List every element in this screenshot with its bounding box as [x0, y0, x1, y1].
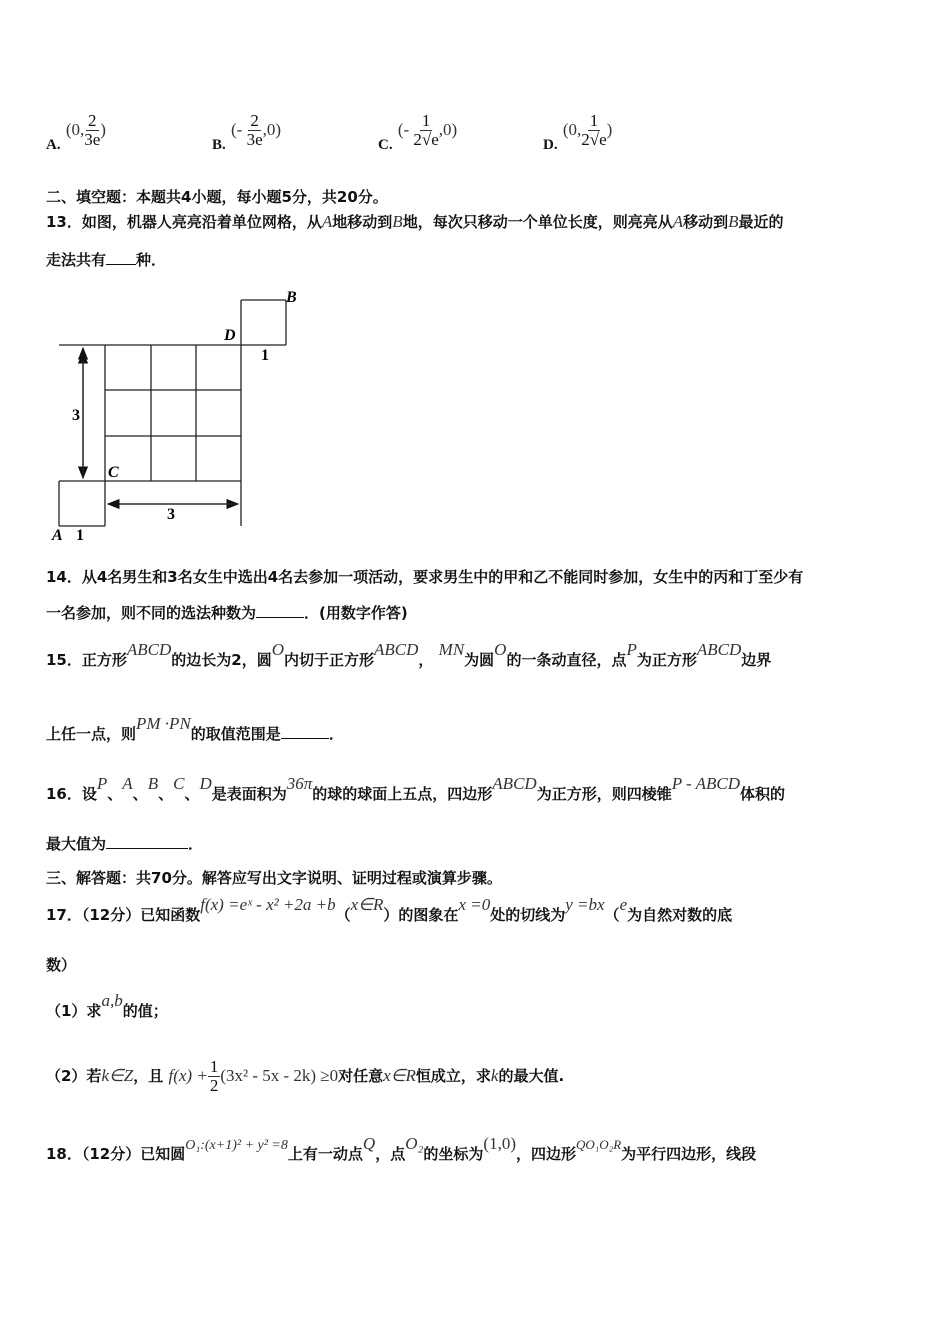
text: 17．（12分）已知函数 [46, 906, 201, 924]
math: O₂ [405, 1134, 424, 1153]
text: （2）若 [46, 1067, 102, 1085]
q16-line-1 [46, 774, 786, 804]
text: ，点 [375, 1145, 406, 1163]
answer-blank[interactable] [106, 834, 188, 849]
denominator: 2√e [581, 130, 607, 149]
text: 为平行四边形，线段 [621, 1145, 757, 1163]
math: k∈Z [101, 1066, 134, 1085]
math: O [271, 640, 284, 659]
text: 13．如图，机器人亮亮沿着单位网格，从 [46, 213, 322, 231]
numerator: 1 [209, 1057, 219, 1076]
math: ABCD [126, 640, 172, 659]
text: 是表面积为 [211, 785, 287, 803]
math-a: A [321, 212, 333, 231]
math: A [122, 774, 133, 793]
text: 最近的 [738, 213, 784, 231]
text: 、 [132, 785, 148, 803]
label-d: D [224, 327, 236, 344]
math: ABCD [374, 640, 419, 659]
text: 处的切线为 [490, 906, 566, 924]
text: ． [328, 725, 344, 743]
grid-figure [0, 0, 320, 560]
math: PM ·PN [136, 714, 191, 733]
q17-part-1 [46, 991, 168, 1021]
text: ）的图象在 [383, 906, 459, 924]
text: 的值； [122, 1002, 168, 1020]
text: 、 [158, 785, 174, 803]
option-d [543, 111, 613, 153]
text: 、 [107, 785, 123, 803]
text: 走法共有 [46, 251, 107, 269]
math: O₁:(x+1)² + y² =8 [185, 1138, 288, 1153]
option-math: (- [397, 120, 414, 139]
text: 15．正方形 [46, 651, 127, 669]
option-math: ,0) [262, 120, 282, 139]
option-c [378, 111, 458, 153]
text: 地，每次只移动一个单位长度，则亮亮从 [402, 213, 673, 231]
option-label: B. [212, 137, 226, 153]
option-label: C. [378, 137, 393, 153]
text: 上有一动点 [287, 1145, 363, 1163]
math: QO₁O₂R [576, 1137, 622, 1152]
text: （ [335, 906, 351, 924]
option-label: A. [46, 137, 61, 153]
text: 最大值为 [46, 835, 107, 853]
option-math: ) [100, 120, 106, 139]
math-b: B [392, 212, 403, 231]
math: (1,0) [483, 1134, 516, 1153]
math-b: B [728, 212, 739, 231]
answer-blank[interactable] [256, 603, 304, 618]
numerator: 1 [421, 111, 431, 130]
math: Q [362, 1134, 376, 1153]
math: (3x² - 5x - 2k) ≥0 [220, 1066, 339, 1085]
text: ，四边形 [515, 1145, 576, 1163]
section-3-heading: 三、解答题：共70分。解答应写出文字说明、证明过程或演算步骤。 [46, 869, 502, 887]
text: 为圆 [464, 651, 495, 669]
numerator: 2 [88, 111, 97, 130]
label-b: B [286, 289, 297, 306]
text: 边界 [741, 651, 772, 669]
math: f(x) + [168, 1066, 208, 1085]
text: 上任一点，则 [46, 725, 137, 743]
denominator: 2√e [413, 130, 439, 149]
math: P [96, 774, 108, 793]
option-label: D. [543, 137, 558, 153]
label-one-bottom: 1 [76, 527, 84, 544]
text: （ [604, 906, 620, 924]
math: y =bx [565, 895, 605, 914]
option-math: ) [606, 120, 613, 139]
fraction [208, 1058, 221, 1095]
text: 体积的 [740, 785, 786, 803]
math: k [490, 1066, 499, 1085]
text: ． [188, 835, 204, 853]
text: ，且 [133, 1067, 164, 1085]
text: 为自然对数的底 [627, 906, 733, 924]
math: x∈R [383, 1066, 416, 1085]
label-three-vertical: 3 [72, 407, 80, 424]
text: 、 [184, 785, 200, 803]
text: 为正方形 [636, 651, 697, 669]
text: （1）求 [46, 1002, 102, 1020]
text: 16．设 [46, 785, 97, 803]
math: x∈R [350, 895, 384, 914]
text: 的边长为2，圆 [171, 651, 272, 669]
option-math: (0, [65, 120, 85, 139]
text: 18．（12分）已知圆 [46, 1145, 186, 1163]
numerator: 2 [250, 111, 259, 130]
math: e [619, 895, 628, 914]
q17-part-2 [46, 1058, 564, 1095]
denominator: 3e [84, 130, 101, 149]
denominator: 2 [209, 1076, 219, 1095]
text: 对任意 [338, 1067, 384, 1085]
q18-line-1 [46, 1134, 757, 1164]
text: ．(用数字作答) [304, 604, 408, 622]
text: 地移动到 [332, 213, 393, 231]
option-math: ,0) [438, 120, 458, 139]
label-three-horizontal: 3 [167, 506, 175, 523]
q15-line-1 [46, 640, 772, 670]
math: MN [438, 640, 465, 659]
math: 36π [286, 774, 313, 793]
math: C [173, 774, 185, 793]
math: O [494, 640, 507, 659]
q14-line-1: 14．从4名男生和3名女生中选出4名去参加一项活动，要求男生中的甲和乙不能同时参加，女生中的丙和丁至少有 [46, 568, 804, 586]
denominator: 3e [246, 130, 263, 149]
text: 的最大值. [498, 1067, 565, 1085]
text: 种． [136, 251, 167, 269]
math-a: A [672, 212, 684, 231]
text: 为正方形，则四棱锥 [536, 785, 672, 803]
answer-blank[interactable] [281, 724, 329, 739]
text: 的球的球面上五点，四边形 [312, 785, 493, 803]
section-2-heading: 二、填空题：本题共4小题，每小题5分，共20分。 [46, 188, 388, 206]
text: 的一条动直径，点 [506, 651, 627, 669]
text: 内切于正方形 [284, 651, 375, 669]
option-math: (0, [562, 120, 582, 139]
text: 移动到 [683, 213, 729, 231]
label-a: A [52, 527, 63, 544]
math: f(x) =eˣ - x² +2a +b [200, 895, 336, 914]
text: 的坐标为 [423, 1145, 484, 1163]
text: 一名参加，则不同的选法种数为 [46, 604, 257, 622]
q17-line-2: 数） [46, 956, 77, 974]
text: 的取值范围是 [190, 725, 281, 743]
label-one-top: 1 [261, 347, 269, 364]
q17-line-1 [46, 895, 733, 925]
q15-line-2 [46, 714, 344, 744]
label-c: C [108, 464, 119, 481]
math: B [147, 774, 159, 793]
math: x =0 [458, 895, 491, 914]
fraction [413, 112, 438, 149]
q14-line-2 [46, 602, 408, 623]
q16-line-2 [46, 833, 203, 854]
math: P - ABCD [671, 774, 741, 793]
text: ， [418, 651, 434, 669]
numerator: 1 [589, 111, 599, 130]
math: P [626, 640, 637, 659]
fraction [581, 112, 606, 149]
option-math: (- [231, 120, 247, 139]
math: a,b [101, 991, 123, 1010]
math: ABCD [696, 640, 742, 659]
math: ABCD [492, 774, 537, 793]
math: D [199, 774, 212, 793]
text: 恒成立，求 [415, 1067, 491, 1085]
